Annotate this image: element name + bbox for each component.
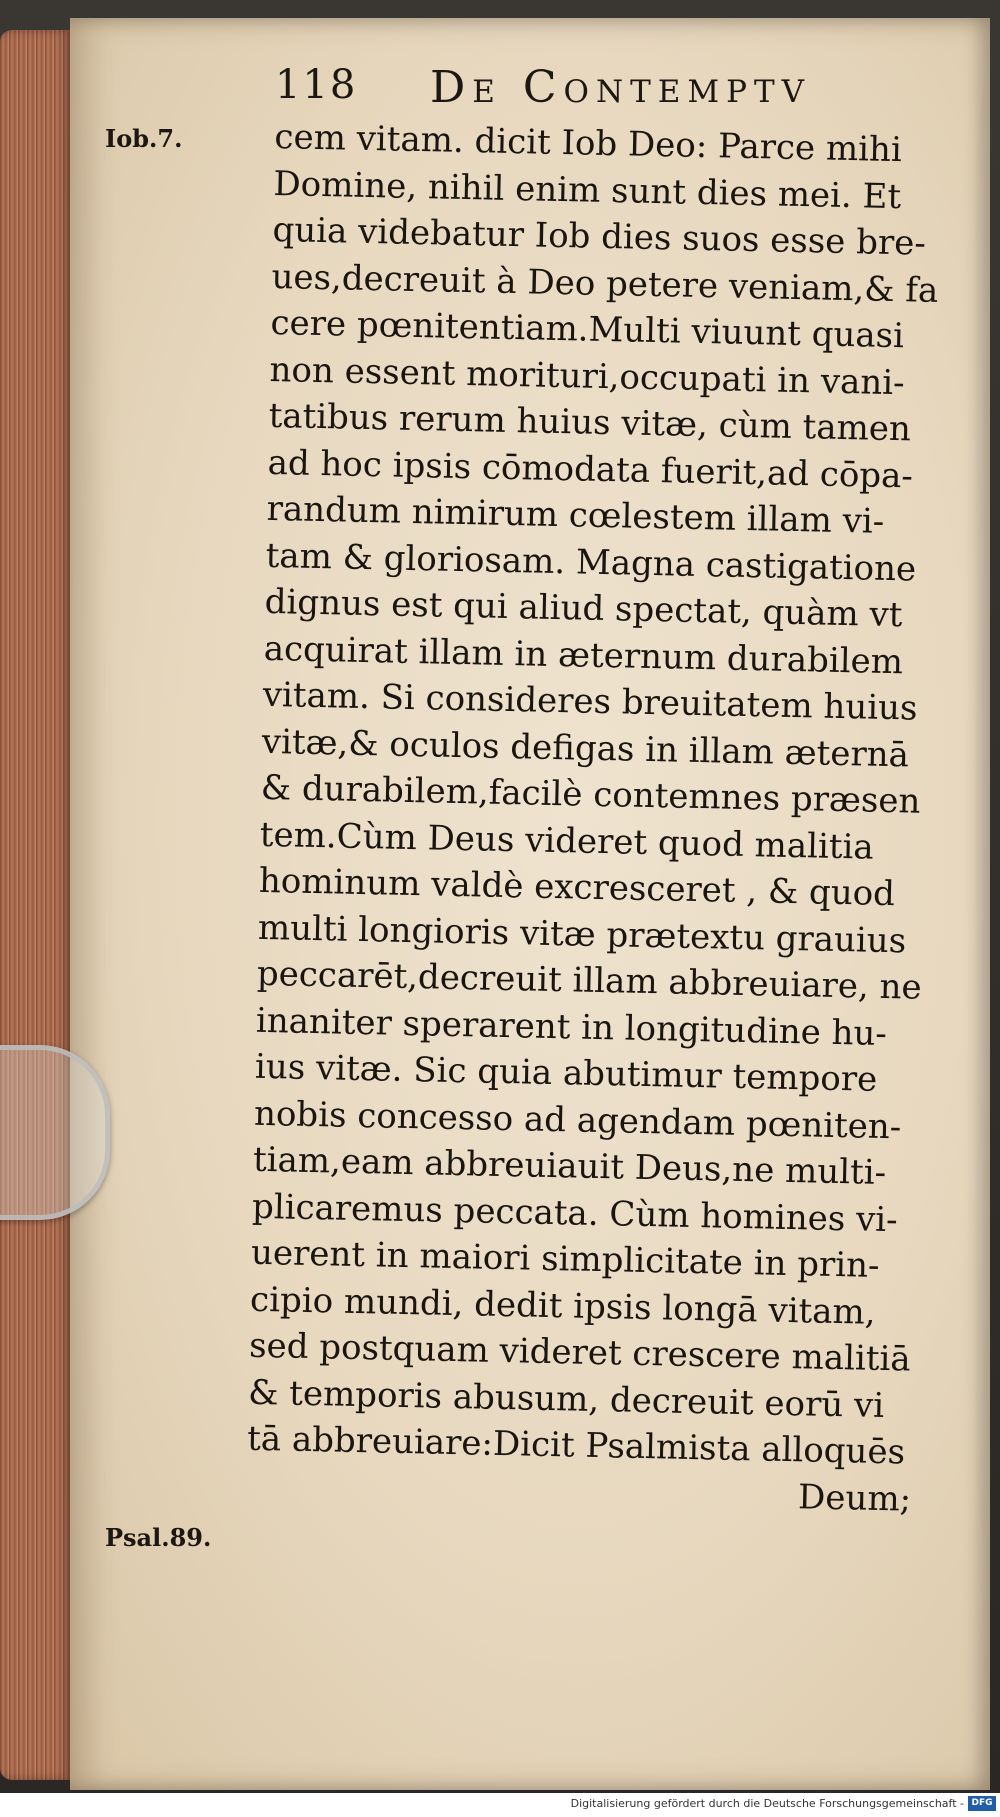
dfg-logo: DFG [968, 1796, 996, 1811]
text-line: dignus est qui aliud spectat, quàm vt [264, 581, 903, 636]
margin-note-psalm: Psal.89. [105, 1523, 212, 1552]
text-line: inaniter sperarent in longitudine hu- [255, 1000, 888, 1054]
text-line: peccarēt,decreuit illam abbreuiare, ne [256, 953, 923, 1008]
body-text [246, 114, 975, 1523]
running-title: De Contemptv [430, 62, 812, 113]
text-line: cere pœnitentiam.Multi viuunt quasi [270, 302, 905, 357]
text-line: & durabilem,facilè contemnes præsen [260, 767, 921, 822]
text-line: tatibus rerum huius vitæ, cùm tamen [268, 395, 912, 450]
text-line: vitæ,& oculos defigas in illam æternā [261, 721, 910, 775]
text-line: & temporis abusum, decreuit eorū vi [247, 1372, 885, 1426]
text-line: uerent in maiori simplicitate in prin- [250, 1232, 880, 1286]
text-line: tam & gloriosam. Magna castigatione [265, 535, 917, 590]
text-line: nobis concesso ad agendam pœniten- [253, 1093, 902, 1147]
text-line: ius vitæ. Sic quia abutimur tempore [254, 1046, 878, 1100]
text-line: multi longioris vitæ prætextu grauius [257, 907, 907, 961]
text-line: quia videbatur Iob dies suos esse bre- [272, 209, 927, 264]
text-line: non essent morituri,occupati in vani- [269, 349, 905, 403]
text-line: tā abbreuiare:Dicit Psalmista alloquēs [246, 1418, 906, 1473]
margin-note-job: Iob.7. [105, 124, 183, 153]
text-line: ues,decreuit à Deo petere veniam,& fa [271, 256, 939, 311]
page-header [275, 62, 915, 122]
footer-bar [0, 1793, 1000, 1817]
text-line: cem vitam. dicit Iob Deo: Parce mihi [274, 116, 903, 171]
text-line: tem.Cùm Deus videret quod malitia [259, 814, 875, 868]
text-line: Domine, nihil enim sunt dies mei. Et [273, 163, 902, 217]
page-number: 118 [275, 62, 358, 108]
text-line: sed postquam videret crescere malitiā [248, 1325, 912, 1380]
text-line: cipio mundi, dedit ipsis longā vitam, [249, 1279, 876, 1333]
footer-credit: Digitalisierung gefördert durch die Deutsche Forschungsgemeinschaft - [570, 1797, 964, 1810]
text-line: vitam. Si consideres breuitatem huius [262, 674, 918, 729]
text-line: randum nimirum cœlestem illam vi- [266, 488, 885, 542]
page-edges [0, 30, 72, 1780]
text-line: ad hoc ipsis cōmodata fuerit,ad cōpa- [267, 442, 914, 496]
text-line: tiam,eam abbreuiauit Deus,ne multi- [252, 1139, 887, 1194]
catchword: Deum; [797, 1476, 912, 1520]
text-line: hominum valdè excresceret , & quod [258, 860, 896, 915]
page-clip [0, 1045, 110, 1220]
text-line: acquirat illam in æternum durabilem [263, 628, 904, 682]
text-line: plicaremus peccata. Cùm homines vi- [251, 1186, 899, 1240]
